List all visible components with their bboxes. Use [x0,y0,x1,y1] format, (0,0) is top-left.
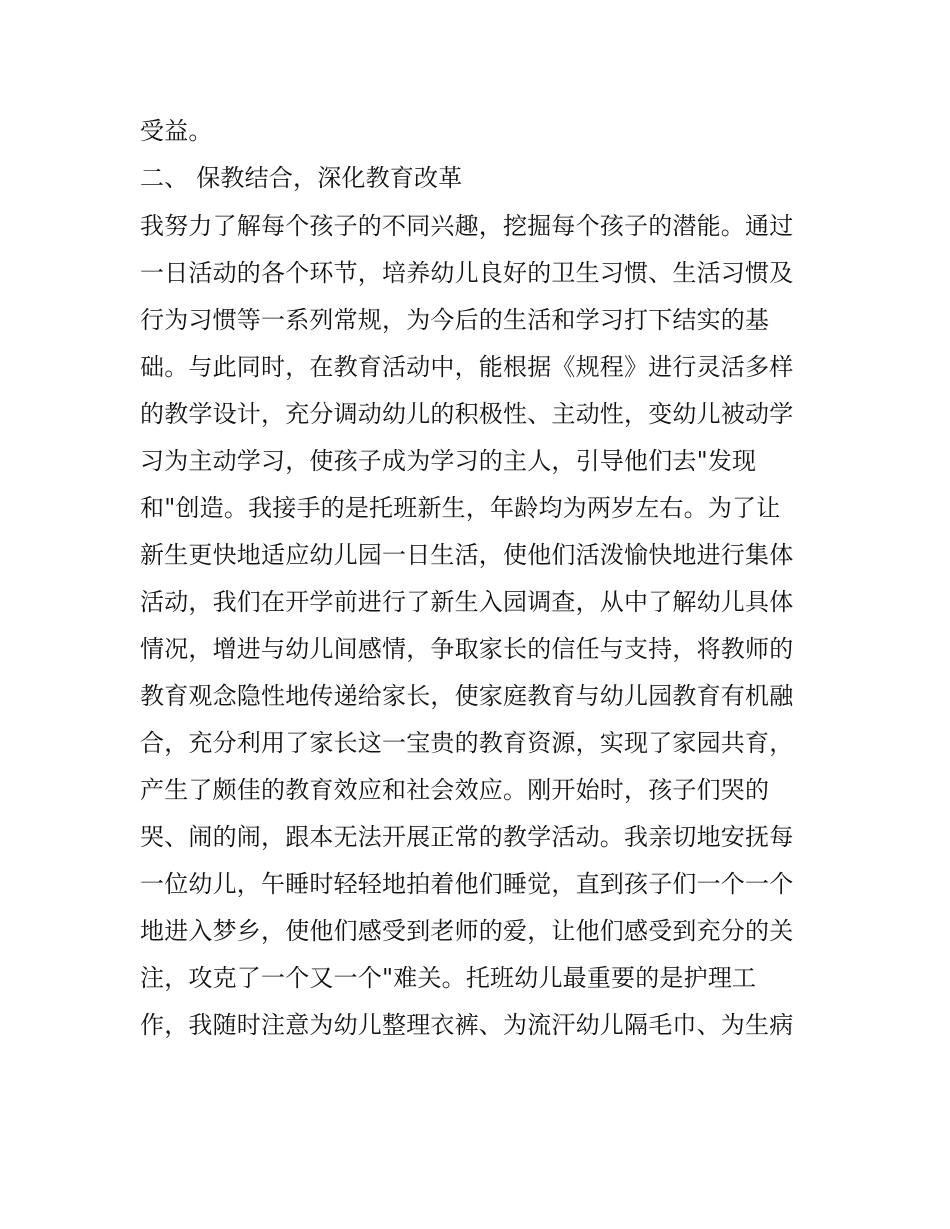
text-line: 行为习惯等一系列常规，为今后的生活和学习打下结实的基 [140,306,770,334]
text-line: 的教学设计，充分调动幼儿的积极性、主动性，变幼儿被动学 [140,400,794,428]
text-line: 一位幼儿，午睡时轻轻地拍着他们睡觉，直到孩子们一个一个 [140,870,794,898]
text-line: 情况，增进与幼儿间感情，争取家长的信任与支持，将教师的 [140,635,794,663]
text-line: 习为主动学习，使孩子成为学习的主人，引导他们去"发现 [140,447,757,475]
text-line: 哭、闹的闹，跟本无法开展正常的教学活动。我亲切地安抚每 [140,823,794,851]
text-line: 合，充分利用了家长这一宝贵的教育资源，实现了家园共育， [140,729,794,757]
text-line: 一日活动的各个环节，培养幼儿良好的卫生习惯、生活习惯及 [140,259,794,287]
text-line: 和"创造。我接手的是托班新生，年龄均为两岁左右。为了让 [140,494,781,522]
text-line: 我努力了解每个孩子的不同兴趣，挖掘每个孩子的潜能。通过 [140,212,794,240]
text-line: 受益。 [140,117,213,145]
text-line: 产生了颇佳的教育效应和社会效应。刚开始时，孩子们哭的 [140,776,770,804]
text-line: 教育观念隐性地传递给家长，使家庭教育与幼儿园教育有机融 [140,682,794,710]
text-line: 地进入梦乡，使他们感受到老师的爱，让他们感受到充分的关 [140,917,794,945]
text-line: 作，我随时注意为幼儿整理衣裤、为流汗幼儿隔毛巾、为生病 [140,1011,794,1039]
section-heading: 二、 保教结合，深化教育改革 [140,164,463,192]
text-line: 新生更快地适应幼儿园一日生活，使他们活泼愉快地进行集体 [140,541,794,569]
text-line: 础。与此同时，在教育活动中，能根据《规程》进行灵活多样 [140,353,794,381]
text-line: 注，攻克了一个又一个"难关。托班幼儿最重要的是护理工 [140,964,757,992]
document-body [140,108,820,1049]
text-line: 活动，我们在开学前进行了新生入园调查，从中了解幼儿具体 [140,588,794,616]
